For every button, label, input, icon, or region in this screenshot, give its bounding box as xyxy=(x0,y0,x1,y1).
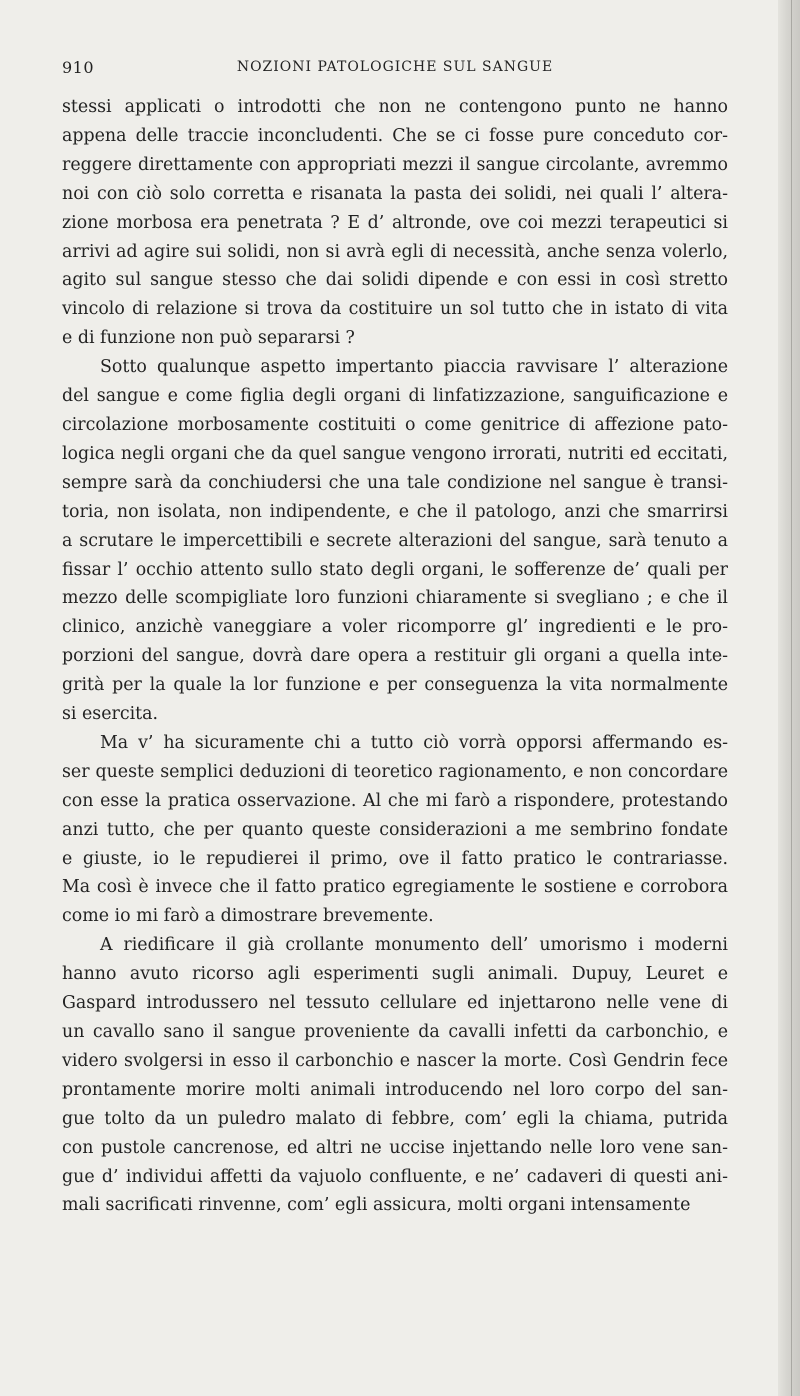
text-line: come io mi farò a dimostrare brevemente. xyxy=(62,906,434,927)
paragraph xyxy=(62,729,728,931)
text-line: con esse la pratica osservazione. Al che mi farò a rispondere, protestando xyxy=(62,790,728,811)
text-line: grità per la quale la lor funzione e per conseguenza la vita normalmente xyxy=(62,675,728,696)
page-number: 910 xyxy=(62,58,95,77)
book-spine-edge xyxy=(778,0,800,1396)
running-title: NOZIONI PATOLOGICHE SUL SANGUE xyxy=(236,59,554,75)
text-line: prontamente morire molti animali introducendo nel loro corpo del san- xyxy=(62,1079,728,1100)
text-line: appena delle traccie inconcludenti. Che se ci fosse pure conceduto cor- xyxy=(62,125,728,146)
text-line: un cavallo sano il sangue proveniente da cavalli infetti da carbonchio, e xyxy=(62,1022,728,1042)
text-line: agito sul sangue stesso che dai solidi dipende e con essi in così stretto xyxy=(62,270,728,291)
text-line: mezzo delle scompigliate loro funzioni chiaramente si svegliano ; e che il xyxy=(62,588,728,609)
text-line: logica negli organi che da quel sangue vengono irrorati, nutriti ed eccitati, xyxy=(62,443,728,464)
paragraph xyxy=(62,353,728,729)
text-line: Sotto qualunque aspetto impertanto piaccia ravvisare l’ alterazione xyxy=(100,357,728,378)
text-line: a scrutare le impercettibili e secrete alterazioni del sangue, sarà tenuto a xyxy=(62,530,728,551)
body-text xyxy=(62,93,728,1220)
paragraph xyxy=(62,93,728,353)
text-line: noi con ciò solo corretta e risanata la pasta dei solidi, nei quali l’ altera- xyxy=(62,183,728,204)
paragraph xyxy=(62,931,728,1220)
text-line: zione morbosa era penetrata ? E d’ altronde, ove coi mezzi terapeutici si xyxy=(62,212,728,233)
text-line: clinico, anzichè vaneggiare a voler ricomporre gl’ ingredienti e le pro- xyxy=(62,617,728,638)
text-line: videro svolgersi in esso il carbonchio e nascer la morte. Così Gendrin fece xyxy=(62,1050,728,1071)
text-line: anzi tutto, che per quanto queste considerazioni a me sembrino fondate xyxy=(62,819,728,840)
text-line: e di funzione non può separarsi ? xyxy=(62,328,355,349)
text-line: Ma così è invece che il fatto pratico egregiamente le sostiene e corrobora xyxy=(62,877,728,898)
text-line: Gaspard introdussero nel tessuto cellulare ed injettarono nelle vene di xyxy=(62,993,728,1014)
text-line: gue d’ individui affetti da vajuolo confluente, e ne’ cadaveri di questi ani- xyxy=(62,1166,728,1187)
text-line: circolazione morbosamente costituiti o come genitrice di affezione pato- xyxy=(62,414,728,435)
text-line: mali sacrificati rinvenne, com’ egli assicura, molti organi intensamente xyxy=(62,1195,691,1216)
text-line: toria, non isolata, non indipendente, e che il patologo, anzi che smarrirsi xyxy=(62,501,728,522)
text-line: reggere direttamente con appropriati mezzi il sangue circolante, avremmo xyxy=(62,154,728,175)
text-line: ser queste semplici deduzioni di teoretico ragionamento, e non concordare xyxy=(62,761,728,782)
text-line: stessi applicati o introdotti che non ne contengono punto ne hanno xyxy=(62,97,728,117)
text-line: A riedificare il già crollante monumento dell’ umorismo i moderni xyxy=(100,935,728,956)
text-line: Ma v’ ha sicuramente chi a tutto ciò vorrà opporsi affermando es- xyxy=(100,732,728,753)
text-line: si esercita. xyxy=(62,704,159,725)
text-line: porzioni del sangue, dovrà dare opera a restituir gli organi a quella inte- xyxy=(62,646,728,667)
running-head xyxy=(62,58,728,82)
spine-fold-line xyxy=(791,0,792,1396)
text-line: del sangue e come figlia degli organi di linfatizzazione, sanguificazione e xyxy=(62,386,728,407)
text-line: con pustole cancrenose, ed altri ne uccise injettando nelle loro vene san- xyxy=(62,1137,728,1158)
text-line: vincolo di relazione si trova da costituire un sol tutto che in istato di vita xyxy=(62,299,728,320)
text-line: fissar l’ occhio attento sullo stato degli organi, le sofferenze de’ quali per xyxy=(62,559,728,580)
text-line: sempre sarà da conchiudersi che una tale condizione nel sangue è transi- xyxy=(62,472,728,493)
text-line: hanno avuto ricorso agli esperimenti sugli animali. Dupuy, Leuret e xyxy=(62,964,728,985)
text-line: e giuste, io le repudierei il primo, ove il fatto pratico le contrariasse. xyxy=(62,848,728,869)
text-line: gue tolto da un puledro malato di febbre, com’ egli la chiama, putrida xyxy=(62,1108,728,1129)
text-line: arrivi ad agire sui solidi, non si avrà egli di necessità, anche senza volerlo, xyxy=(62,241,728,262)
